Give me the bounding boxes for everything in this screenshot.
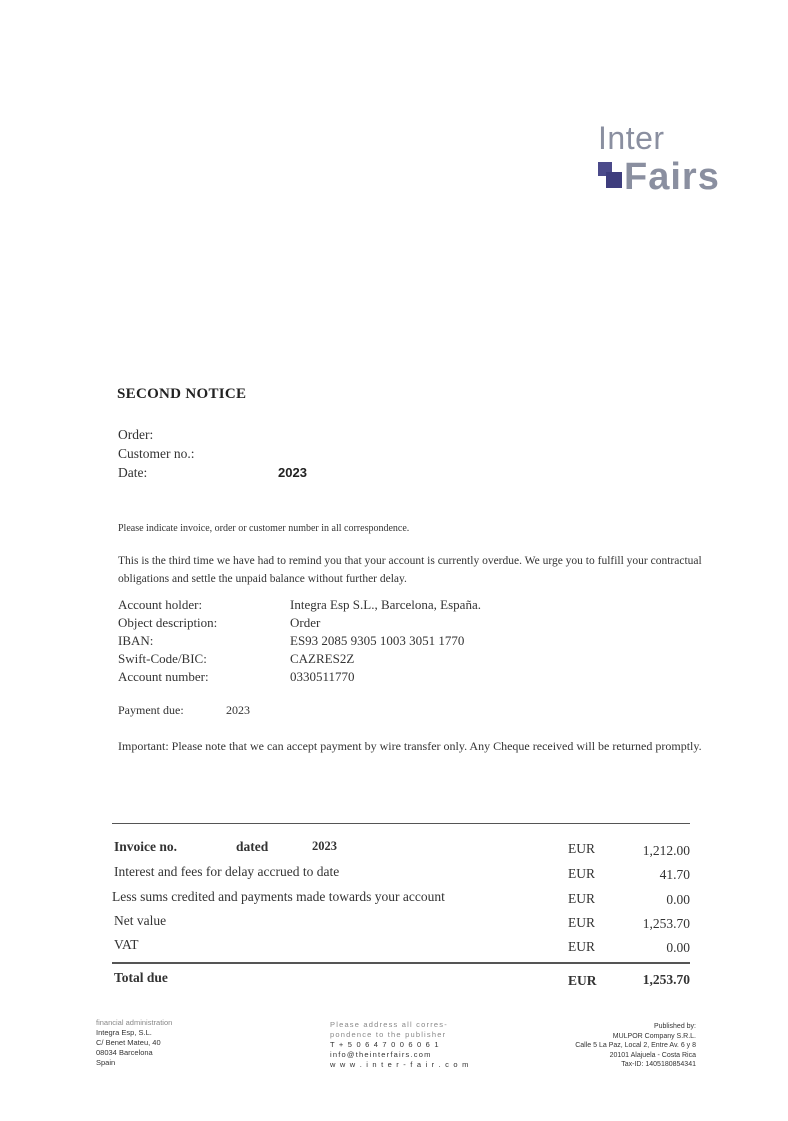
- table-row-net-desc: Net value: [114, 913, 167, 928]
- iban-label: IBAN:: [118, 633, 154, 648]
- correspondence-note: Please indicate invoice, order or customer number in all correspondence.: [118, 523, 410, 534]
- footer-right-line: Tax-ID: 1405180854341: [621, 1061, 696, 1068]
- swift-value: CAZRES2Z: [290, 651, 355, 666]
- table-row-vat-desc: VAT: [114, 937, 139, 952]
- invoice-no-label: Invoice no.: [114, 839, 178, 854]
- payment-due-label: Payment due:: [118, 703, 184, 717]
- important-text: Important: Please note that we can accept payment by wire transfer only. Any Cheque received will be returned promptly.: [118, 739, 702, 753]
- order-label: Order:: [118, 427, 154, 442]
- footer-right-line: Calle 5 La Paz, Local 2, Entre Av. 6 y 8: [575, 1042, 696, 1049]
- table-row-net-amount: 1,253.70: [642, 916, 690, 931]
- table-row-interest-desc: Interest and fees for delay accrued to date: [114, 864, 340, 879]
- table-row-credits-currency: EUR: [568, 891, 595, 906]
- footer-mid-heading: Please address all corres-: [330, 1020, 448, 1029]
- swift-label: Swift-Code/BIC:: [118, 651, 207, 666]
- footer-left-line: Spain: [96, 1058, 116, 1067]
- footer-correspondence: [330, 1020, 490, 1070]
- footer-left-line: 08034 Barcelona: [96, 1048, 153, 1057]
- footer-right-line: Published by:: [653, 1023, 696, 1030]
- table-row-interest-amount: 41.70: [659, 867, 690, 882]
- table-row-vat-amount: 0.00: [666, 940, 690, 955]
- reminder-text: This is the third time we have had to remind you that your account is currently overdue. We urge you to fulfill your contractual obligations and settle the unpaid balance without further delay.: [118, 555, 702, 585]
- table-row-interest-currency: EUR: [568, 866, 595, 881]
- customer-label: Customer no.:: [118, 446, 195, 461]
- footer-right-line: 20101 Alajuela - Costa Rica: [609, 1051, 696, 1059]
- table-row-vat-currency: EUR: [568, 939, 595, 954]
- account-holder-label: Account holder:: [118, 597, 203, 612]
- invoice-year: 2023: [312, 839, 337, 853]
- footer-left-line: Integra Esp, S.L.: [96, 1028, 152, 1037]
- date-label: Date:: [118, 465, 148, 480]
- logo-text-inter: Inter: [598, 120, 665, 156]
- footer-left-line: C/ Benet Mateu, 40: [96, 1038, 161, 1047]
- total-due-amount: 1,253.70: [642, 972, 690, 987]
- footer-email: info@theinterfairs.com: [330, 1050, 432, 1059]
- iban-value: ES93 2085 9305 1003 3051 1770: [290, 633, 465, 648]
- footer-phone: T + 5 0 6 4 7 0 0 6 0 6 1: [330, 1040, 440, 1049]
- company-logo: [596, 120, 736, 200]
- table-row-net-currency: EUR: [568, 915, 595, 930]
- logo-square-icon: [606, 172, 622, 188]
- object-description-value: Order: [290, 615, 321, 630]
- footer-right-line: MULPOR Company S.R.L.: [612, 1032, 696, 1040]
- logo-text-fairs: Fairs: [624, 156, 720, 198]
- table-row-credits-amount: 0.00: [666, 892, 690, 907]
- total-due-label: Total due: [114, 970, 168, 985]
- footer-left-heading: financial administration: [96, 1018, 173, 1027]
- table-row-credits-desc: Less sums credited and payments made towards your account: [112, 889, 445, 904]
- payment-due-value: 2023: [226, 703, 250, 717]
- account-number-label: Account number:: [118, 669, 209, 684]
- object-description-label: Object description:: [118, 615, 218, 630]
- footer-financial-admin: [96, 1018, 256, 1068]
- table-total-rule: [112, 962, 690, 964]
- footer-website: w w w . i n t e r - f a i r . c o m: [330, 1060, 470, 1069]
- total-due-currency: EUR: [568, 973, 597, 988]
- invoice-currency: EUR: [568, 841, 595, 856]
- table-top-rule: [112, 823, 690, 824]
- invoice-dated-label: dated: [236, 839, 269, 854]
- footer-mid-heading: pondence to the publisher: [330, 1030, 447, 1039]
- account-number-value: 0330511770: [290, 669, 355, 684]
- account-holder-value: Integra Esp S.L., Barcelona, España.: [290, 597, 481, 612]
- footer-publisher: [540, 1022, 696, 1070]
- invoice-amount: 1,212.00: [642, 843, 690, 858]
- notice-title: SECOND NOTICE: [117, 386, 247, 402]
- date-value: 2023: [278, 465, 307, 480]
